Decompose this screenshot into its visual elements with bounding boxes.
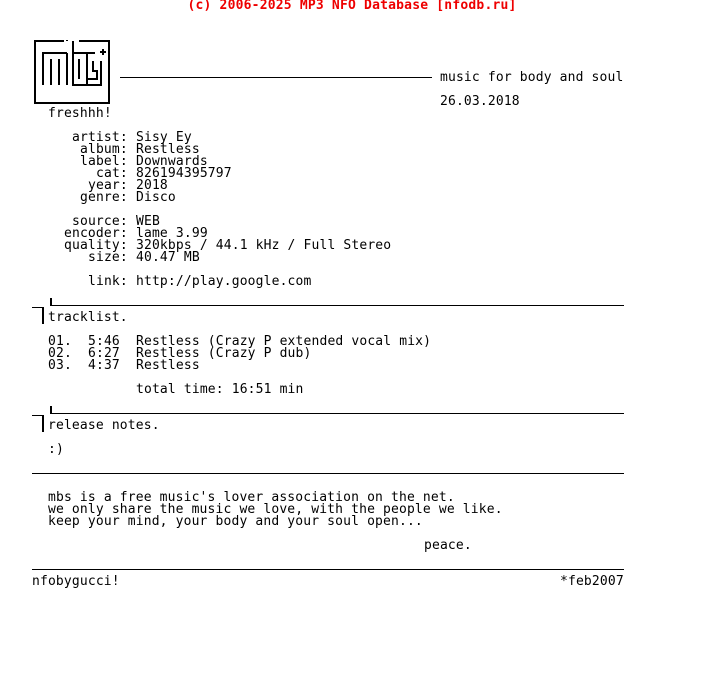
album-value: Restless [136, 142, 200, 157]
track-number: 01. [48, 334, 72, 349]
track-number: 03. [48, 358, 72, 373]
track-title: Restless [136, 358, 200, 373]
footer-credit: nfobygucci! [32, 574, 120, 589]
tracklist-title: tracklist. [48, 310, 128, 325]
section-bracket [42, 415, 44, 432]
size-value: 40.47 MB [136, 250, 200, 265]
artist-value: Sisy Ey [136, 130, 192, 145]
label-value: Downwards [136, 154, 208, 169]
label-label: label: [80, 154, 128, 169]
genre-label: genre: [80, 190, 128, 205]
track-time: 4:37 [88, 358, 120, 373]
track-time: 6:27 [88, 346, 120, 361]
section-rule [50, 413, 624, 414]
section-tick [50, 406, 52, 413]
track-title: Restless (Crazy P extended vocal mix) [136, 334, 432, 349]
header-rule [120, 77, 432, 78]
section-rule [50, 305, 624, 306]
quality-value: 320kbps / 44.1 kHz / Full Stereo [136, 238, 392, 253]
link-label: link: [88, 274, 128, 289]
encoder-label: encoder: [64, 226, 128, 241]
genre-value: Disco [136, 190, 176, 205]
release-notes-text: :) [48, 442, 64, 457]
signoff: peace. [424, 538, 472, 553]
cat-value: 826194395797 [136, 166, 232, 181]
total-time: total time: 16:51 min [136, 382, 304, 397]
footer-date: *feb2007 [560, 574, 624, 589]
site-banner: (c) 2006-2025 MP3 NFO Database [nfodb.ru] [187, 0, 517, 13]
track-title: Restless (Crazy P dub) [136, 346, 312, 361]
track-number: 02. [48, 346, 72, 361]
link-value[interactable]: http://play.google.com [136, 274, 312, 289]
source-label: source: [72, 214, 128, 229]
year-label: year: [88, 178, 128, 193]
year-value: 2018 [136, 178, 168, 193]
tagline: music for body and soul [440, 70, 624, 85]
artist-label: artist: [72, 130, 128, 145]
greeting: freshhh! [48, 106, 112, 121]
source-value: WEB [136, 214, 160, 229]
size-label: size: [88, 250, 128, 265]
encoder-value: lame 3.99 [136, 226, 208, 241]
about-line: keep your mind, your body and your soul open... [48, 514, 423, 529]
album-label: album: [80, 142, 128, 157]
release-notes-title: release notes. [48, 418, 160, 433]
footer-rule [32, 569, 624, 570]
divider [32, 473, 624, 474]
section-tick [50, 298, 52, 305]
track-time: 5:46 [88, 334, 120, 349]
about-line: mbs is a free music's lover association on the net. [48, 490, 455, 505]
release-date: 26.03.2018 [440, 94, 520, 109]
mbs-logo-icon [34, 40, 110, 104]
quality-label: quality: [64, 238, 128, 253]
about-line: we only share the music we love, with the people we like. [48, 502, 503, 517]
cat-label: cat: [96, 166, 128, 181]
section-bracket [42, 307, 44, 324]
